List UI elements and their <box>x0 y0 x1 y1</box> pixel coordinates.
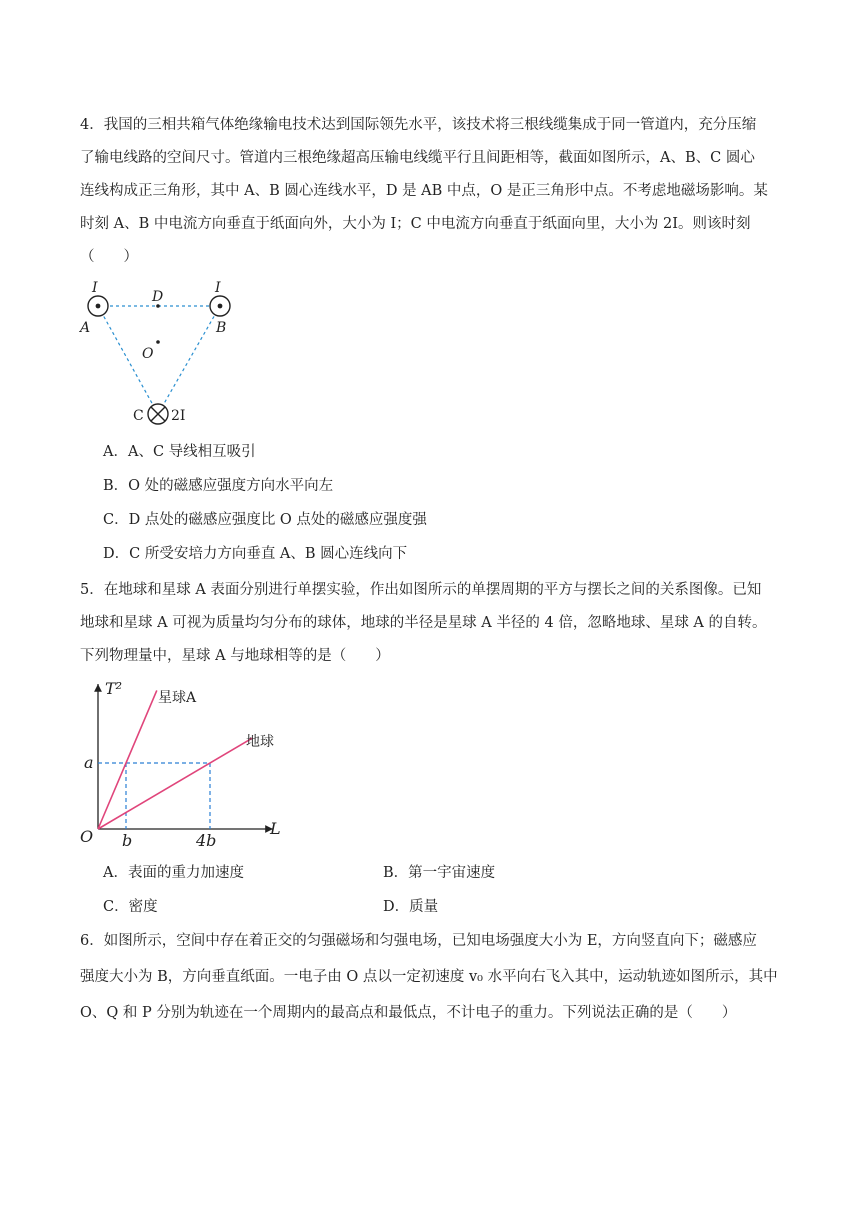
label-i-b: I <box>215 280 221 296</box>
q4-option-c: C．D 点处的磁感应强度比 O 点处的磁感应强度强 <box>103 512 427 528</box>
label-c: C <box>133 408 144 424</box>
x-axis-label: L <box>270 819 281 838</box>
y-tick-label: a <box>84 753 94 772</box>
q5-line-3: 下列物理量中，星球 A 与地球相等的是（ ） <box>80 648 390 664</box>
q5-option-a: A．表面的重力加速度 <box>103 865 244 881</box>
wire-a-out-icon <box>88 296 108 316</box>
label-b: B <box>216 320 227 336</box>
q4-line-4: 时刻 A、B 中电流方向垂直于纸面向外，大小为 I；C 中电流方向垂直于纸面向里，大小为 2I。则该时刻 <box>80 216 751 232</box>
q4-option-b: B．O 处的磁感应强度方向水平向左 <box>103 478 334 494</box>
q6-line-3: O、Q 和 P 分别为轨迹在一个周期内的最高点和最低点，不计电子的重力。下列说法正确的是（ ） <box>80 1005 737 1021</box>
q4-line-2: 了输电线路的空间尺寸。管道内三根绝缘超高压输电线缆平行且间距相等，截面如图所示，A、B、C 圆心 <box>80 150 755 166</box>
q4-option-a: A．A、C 导线相互吸引 <box>103 444 256 460</box>
label-2i: 2I <box>171 408 186 424</box>
wire-c-in-icon <box>148 404 168 424</box>
wire-b-out-icon <box>210 296 230 316</box>
series-b-label: 地球 <box>246 734 274 750</box>
side-bc <box>158 306 220 414</box>
series-line-planet-a <box>98 690 157 829</box>
pendulum-chart <box>78 672 288 852</box>
origin-label: O <box>80 827 94 846</box>
series-a-label: 星球A <box>158 690 197 706</box>
q4-option-d: D．C 所受安培力方向垂直 A、B 圆心连线向下 <box>103 546 408 562</box>
label-o: O <box>142 346 154 362</box>
label-i-a: I <box>92 280 98 296</box>
x-tick-label-b: b <box>122 831 133 850</box>
q4-line-3: 连线构成正三角形，其中 A、B 圆心连线水平，D 是 AB 中点，O 是正三角形中点。不考虑地磁场影响。某 <box>80 183 768 199</box>
q5-option-c: C．密度 <box>103 899 158 915</box>
triangle-figure <box>70 272 227 432</box>
q5-option-b: B．第一宇宙速度 <box>383 865 496 881</box>
series-line-earth <box>98 738 253 829</box>
q6-line-1: 6．如图所示，空间中存在着正交的匀强磁场和匀强电场，已知电场强度大小为 E，方向竖直向下；磁感应 <box>80 933 757 949</box>
q4-line-1: 4．我国的三相共箱气体绝缘输电技术达到国际领先水平，该技术将三根线缆集成于同一管道内，充分压缩 <box>80 117 757 133</box>
y-axis-label: T² <box>105 679 123 698</box>
point-o <box>156 340 160 344</box>
x-tick-label-4b: 4b <box>196 831 217 850</box>
q5-line-2: 地球和星球 A 可视为质量均匀分布的球体，地球的半径是星球 A 半径的 4 倍，忽略地球、星球 A 的自转。 <box>80 615 767 631</box>
q5-option-d: D．质量 <box>383 899 439 915</box>
q4-line-5: （ ） <box>80 249 138 265</box>
q6-line-2: 强度大小为 B，方向垂直纸面。一电子由 O 点以一定初速度 v₀ 水平向右飞入其中，运动轨迹如图所示，其中 <box>80 969 778 985</box>
label-a: A <box>80 320 91 336</box>
label-d: D <box>152 289 164 305</box>
q5-line-1: 5．在地球和星球 A 表面分别进行单摆实验，作出如图所示的单摆周期的平方与摆长之间的关系图像。已知 <box>80 582 762 598</box>
